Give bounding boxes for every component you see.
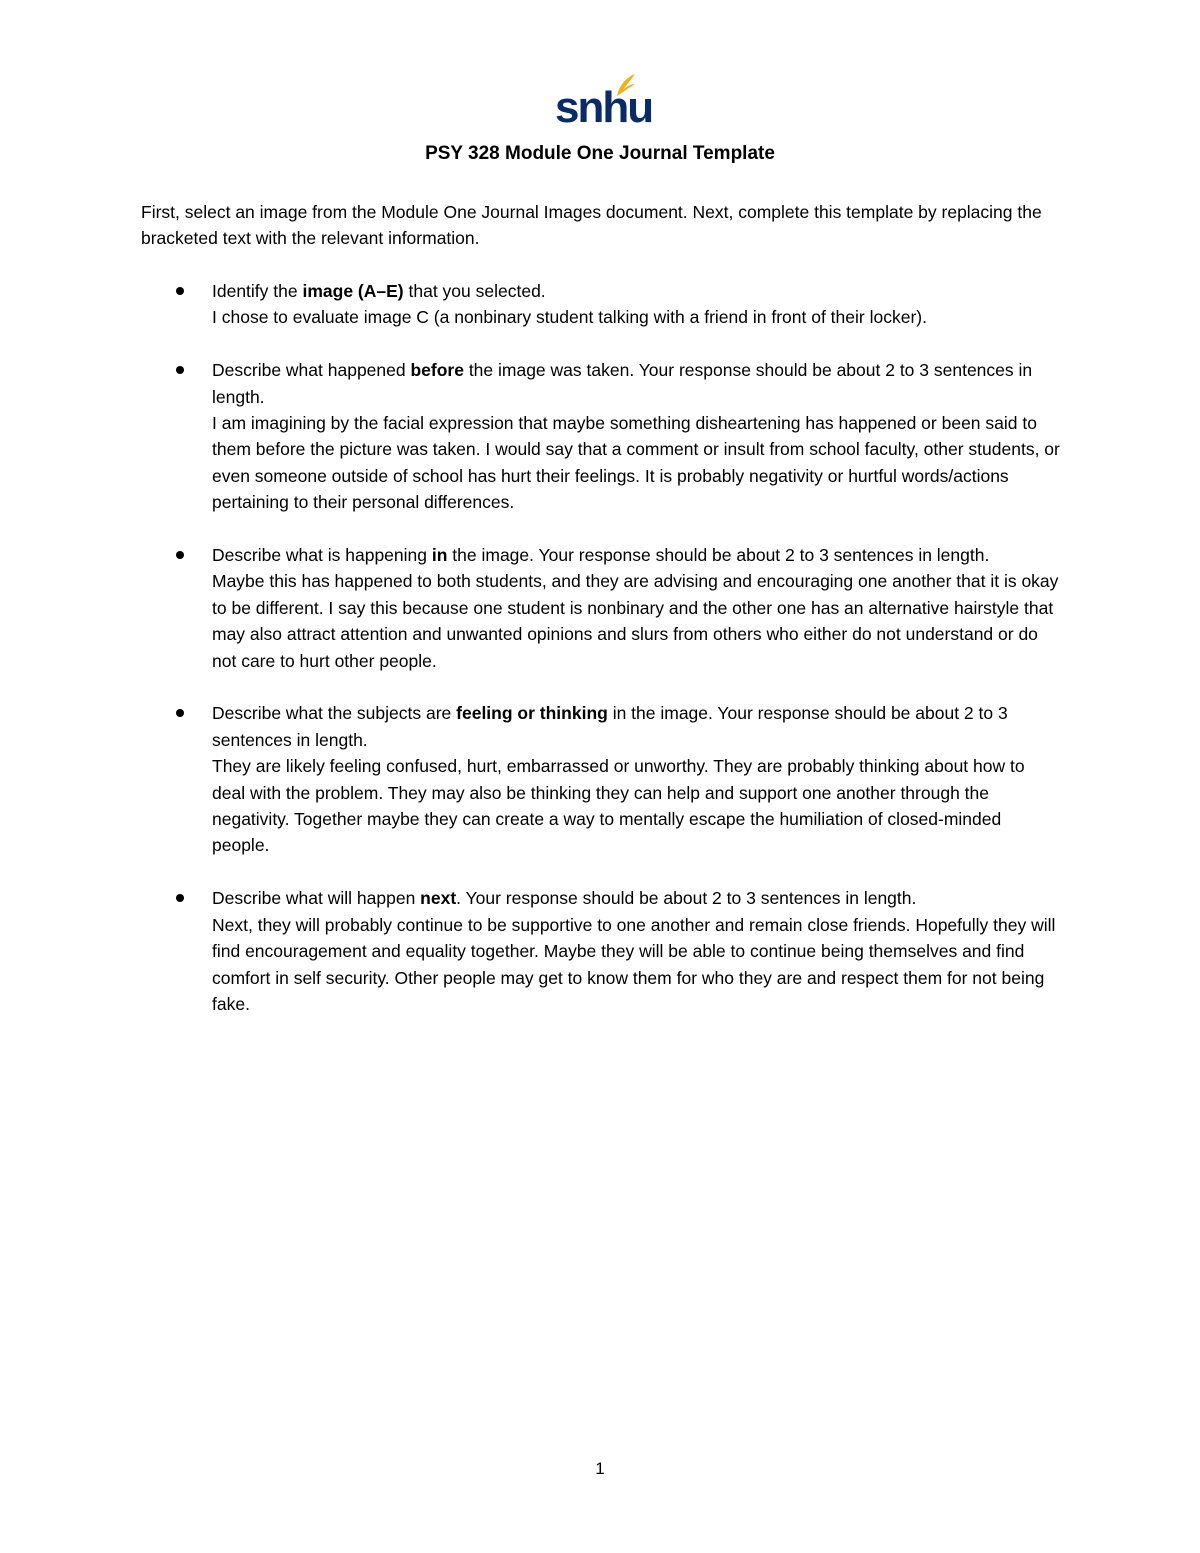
list-item [141, 542, 1061, 674]
prompt-text: Describe what happened before the image was taken. Your response should be about 2 to 3 sentences in length. [212, 360, 1033, 407]
bullet-icon [176, 366, 184, 374]
question-list [141, 278, 1061, 1044]
list-item [141, 357, 1061, 515]
response-text: I am imagining by the facial expression that maybe something disheartening has happened or been said to them before the picture was taken. I would say that a comment or insult from school faculty, other students, or even someone outside of school has hurt their feelings. It is probably negativity or hurtful words/actions pertaining to their personal differences. [212, 413, 1060, 513]
response-text: They are likely feeling confused, hurt, embarrassed or unworthy. They are probably thinking about how to deal with the problem. They may also be thinking they can help and support one another through the negativity. Together maybe they can create a way to mentally escape the humiliation of closed-minded people. [212, 756, 1025, 856]
intro-paragraph: First, select an image from the Module One Journal Images document. Next, complete this template by replacing the bracketed text with the relevant information. [141, 202, 1042, 249]
bullet-icon [176, 287, 184, 295]
bullet-icon [176, 709, 184, 717]
list-item [141, 700, 1061, 858]
bullet-icon [176, 551, 184, 559]
response-text: Next, they will probably continue to be supportive to one another and remain close friends. Hopefully they will find encouragement and equality together. Maybe they will be able to continue being themselves and find comfort in self security. Other people may get to know them for who they are and respect them for not being fake. [212, 914, 1056, 1014]
prompt-text: Describe what the subjects are feeling or thinking in the image. Your response should be about 2 to 3 sentences in length. [212, 703, 1008, 750]
list-item [141, 278, 1061, 331]
prompt-text: Identify the image (A–E) that you selected. [212, 281, 546, 301]
prompt-text: Describe what will happen next. Your response should be about 2 to 3 sentences in length. [212, 888, 917, 909]
snhu-logo [555, 72, 653, 134]
document-title: PSY 328 Module One Journal Template [425, 143, 775, 164]
page-number: 1 [595, 1459, 605, 1478]
response-text: Maybe this has happened to both students, and they are advising and encouraging one another that it is okay to be different. I say this because one student is nonbinary and the other one has an alternative hairstyle that may also attract attention and unwanted opinions and slurs from others who either do not understand or do not care to hurt other people. [212, 571, 1059, 671]
logo-wordmark: snhu [555, 83, 653, 132]
bullet-icon [176, 894, 184, 902]
prompt-text: Describe what is happening in the image. Your response should be about 2 to 3 sentences in length. [212, 545, 990, 566]
list-item [141, 885, 1061, 1017]
response-text: I chose to evaluate image C (a nonbinary student talking with a friend in front of their locker). [212, 307, 927, 328]
